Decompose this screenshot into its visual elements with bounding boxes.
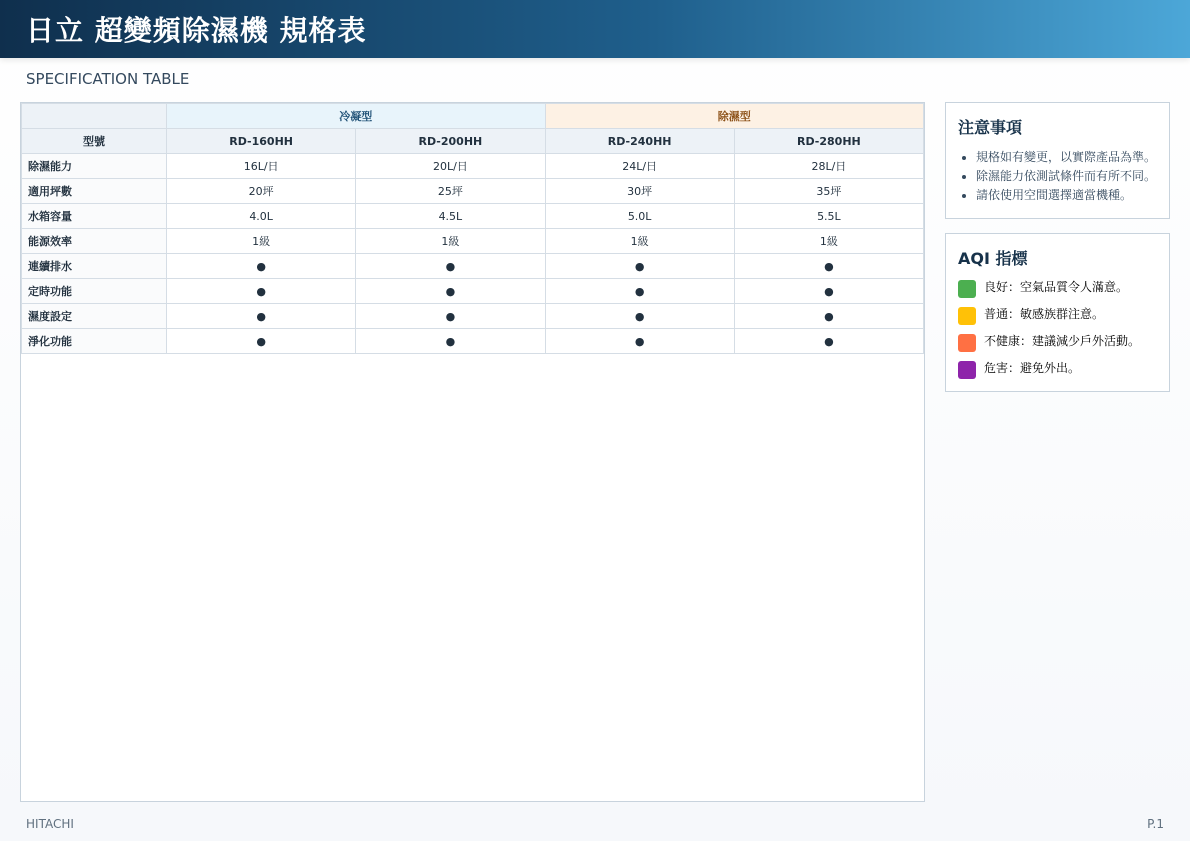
aqi-unhealthy-text: 不健康：建議減少戶外活動。 [984, 333, 1141, 348]
row-8-label: 淨化功能 [22, 329, 167, 354]
row-5-v3: ● [545, 254, 734, 279]
aqi-good-swatch [958, 280, 976, 298]
row-2-v1: 20坪 [167, 179, 356, 204]
row-8-v1: ● [167, 329, 356, 354]
row-1-v1: 16L/日 [167, 154, 356, 179]
row-2-v4: 35坪 [734, 179, 923, 204]
note-3: • 請依使用空間選擇適當機種。 [976, 186, 1157, 205]
row-6-v2: ● [356, 279, 545, 304]
notes-card [945, 102, 1170, 219]
spec-table [21, 103, 924, 354]
row-1-v4: 28L/日 [734, 154, 923, 179]
row-6-v3: ● [545, 279, 734, 304]
row-7-label: 濕度設定 [22, 304, 167, 329]
row-6-label: 定時功能 [22, 279, 167, 304]
sidebar [945, 102, 1170, 802]
group-b-header: 除濕型 [545, 104, 924, 129]
notes-title: 注意事項 [958, 118, 1023, 137]
aqi-moderate [958, 306, 1157, 325]
page-subtitle: SPECIFICATION TABLE [26, 70, 190, 88]
aqi-moderate-text: 普通：敏感族群注意。 [984, 306, 1105, 321]
aqi-hazardous [958, 360, 1157, 379]
aqi-moderate-swatch [958, 307, 976, 325]
model-2: RD-200HH [356, 129, 545, 154]
row-2-v2: 25坪 [356, 179, 545, 204]
row-1-label: 除濕能力 [22, 154, 167, 179]
row-2-label: 適用坪數 [22, 179, 167, 204]
aqi-good [958, 279, 1157, 298]
aqi-hazardous-swatch [958, 361, 976, 379]
top-banner [0, 0, 1190, 58]
model-1: RD-160HH [167, 129, 356, 154]
row-4-v1: 1級 [167, 229, 356, 254]
model-header-label: 型號 [22, 129, 167, 154]
row-4-v2: 1級 [356, 229, 545, 254]
row-3-v4: 5.5L [734, 204, 923, 229]
row-5-v2: ● [356, 254, 545, 279]
note-1: • 規格如有變更，以實際產品為準。 [976, 148, 1157, 167]
row-4-v4: 1級 [734, 229, 923, 254]
aqi-list [958, 279, 1157, 379]
aqi-unhealthy [958, 333, 1157, 352]
row-7-v3: ● [545, 304, 734, 329]
footer-right: P.1 [1147, 817, 1164, 831]
model-4: RD-280HH [734, 129, 923, 154]
row-8-v4: ● [734, 329, 923, 354]
row-6-v1: ● [167, 279, 356, 304]
row-4-v3: 1級 [545, 229, 734, 254]
model-3: RD-240HH [545, 129, 734, 154]
row-7-v2: ● [356, 304, 545, 329]
page-title: 日立 超變頻除濕機 規格表 [26, 14, 367, 47]
row-8-v3: ● [545, 329, 734, 354]
note-2: • 除濕能力依測試條件而有所不同。 [976, 167, 1157, 186]
row-7-v4: ● [734, 304, 923, 329]
spec-table-wrap [20, 102, 925, 802]
row-5-label: 連續排水 [22, 254, 167, 279]
row-3-label: 水箱容量 [22, 204, 167, 229]
row-2-v3: 30坪 [545, 179, 734, 204]
row-8-v2: ● [356, 329, 545, 354]
row-4-label: 能源效率 [22, 229, 167, 254]
row-7-v1: ● [167, 304, 356, 329]
aqi-card [945, 233, 1170, 392]
table-corner [22, 104, 167, 129]
group-a-header: 冷凝型 [167, 104, 546, 129]
aqi-unhealthy-swatch [958, 334, 976, 352]
footer-left: HITACHI [26, 817, 74, 831]
notes-list [958, 148, 1157, 206]
aqi-title: AQI 指標 [958, 248, 1028, 268]
row-1-v3: 24L/日 [545, 154, 734, 179]
row-1-v2: 20L/日 [356, 154, 545, 179]
row-6-v4: ● [734, 279, 923, 304]
row-3-v1: 4.0L [167, 204, 356, 229]
row-3-v3: 5.0L [545, 204, 734, 229]
row-3-v2: 4.5L [356, 204, 545, 229]
row-5-v4: ● [734, 254, 923, 279]
row-5-v1: ● [167, 254, 356, 279]
aqi-hazardous-text: 危害：避免外出。 [984, 360, 1081, 375]
content-area [20, 102, 1170, 802]
aqi-good-text: 良好：空氣品質令人滿意。 [984, 279, 1129, 294]
